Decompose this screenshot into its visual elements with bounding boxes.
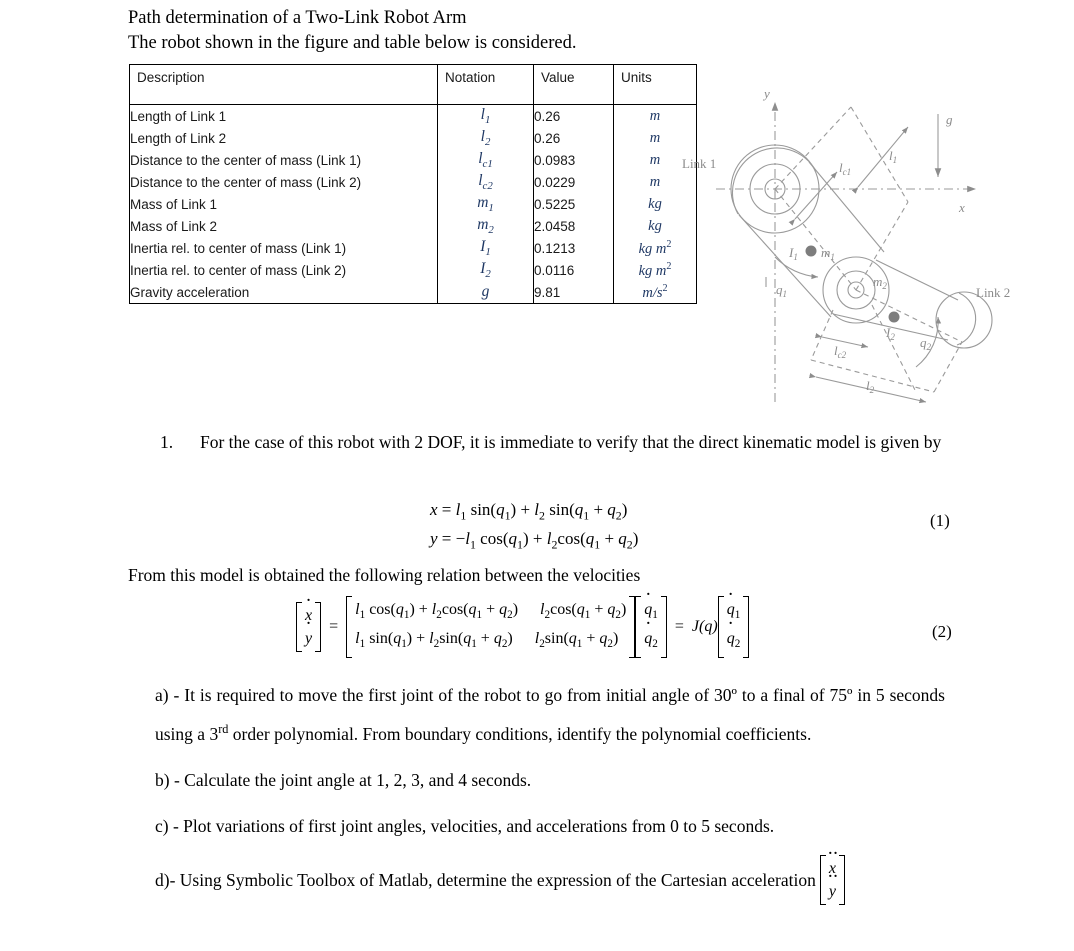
subitem-d-text: d)- Using Symbolic Toolbox of Matlab, determine the expression of the Cartesian acceleration	[155, 869, 816, 890]
cell-value: 0.0116	[534, 259, 614, 281]
cell-notation: $l_1$	[438, 105, 534, 128]
figure-label-q2: $q_2$	[920, 335, 931, 352]
cell-notation: $I_2$	[438, 259, 534, 281]
equation-2-number: (2)	[932, 622, 952, 641]
table-row	[130, 193, 697, 215]
cell-description: Length of Link 2	[130, 127, 438, 149]
subitem-d	[155, 855, 945, 905]
equation-1-number: (1)	[930, 511, 950, 530]
table-row	[130, 259, 697, 281]
cell-notation: $I_1$	[438, 237, 534, 259]
question-item-1	[160, 430, 960, 455]
equation-2	[296, 596, 749, 658]
cell-value: 0.1213	[534, 237, 614, 259]
column-header-value: Value	[534, 65, 614, 105]
cell-units: kg	[614, 215, 697, 237]
figure-label-l2: $l_2$	[866, 378, 875, 395]
cell-notation: $l_2$	[438, 127, 534, 149]
equation-1-line-1: $x = l_1$ $\sin(q_1) + l_2$ $\sin(q_1 + q_2)$	[430, 500, 628, 523]
table-row	[130, 215, 697, 237]
table-header-row	[130, 65, 697, 105]
jacobian-r2c2: $l_2\sin(q_1 + q_2)$	[534, 630, 619, 651]
jacobian-matrix	[346, 596, 635, 658]
cell-notation: $l_{c1}$	[438, 149, 534, 171]
item-1-text: For the case of this robot with 2 DOF, it is immediate to verify that the direct kinematic model is given by	[200, 432, 942, 452]
page-title: Path determination of a Two-Link Robot Arm	[128, 8, 467, 28]
cell-description: Mass of Link 1	[130, 193, 438, 215]
subitem-a-superscript: rd	[218, 722, 229, 736]
subitem-c: c) - Plot variations of first joint angles, velocities, and accelerations from 0 to 5 seconds.	[155, 815, 775, 836]
cell-value: 0.26	[534, 127, 614, 149]
table-row	[130, 237, 697, 259]
subitem-a-part1: a) - It is required to move the first joint of the robot to go from initial angle of 30º to a final of 75º in 5 seconds using a 3	[155, 685, 945, 744]
robot-arm-figure	[676, 72, 1068, 412]
velocity-relation-text: From this model is obtained the following relation between the velocities	[128, 565, 641, 585]
cell-description: Length of Link 1	[130, 105, 438, 128]
figure-label-m1: $m_1$	[821, 245, 835, 262]
figure-label-q1: $q_1$	[776, 282, 787, 299]
figure-label-link2: Link 2	[976, 285, 1011, 300]
subitem-a	[155, 678, 945, 751]
equation-1	[430, 498, 638, 557]
column-header-units: Units	[614, 65, 697, 105]
joint-velocity-vector-2: $q \cdot_1$ $q \cdot_2$	[718, 596, 750, 658]
figure-label-m2: $m_2$	[873, 274, 887, 291]
cell-units: m	[614, 127, 697, 149]
jacobian-r1c2: $l_2\cos(q_1 + q_2)$	[540, 601, 627, 622]
figure-label-lc1: $l_{c1}$	[839, 160, 852, 177]
equals-sign-1: =	[329, 618, 339, 636]
cartesian-velocity-vector: x · y ·	[296, 602, 321, 652]
cell-notation: $m_1$	[438, 193, 534, 215]
cell-value: 0.26	[534, 105, 614, 128]
column-header-notation: Notation	[438, 65, 534, 105]
cell-description: Inertia rel. to center of mass (Link 1)	[130, 237, 438, 259]
column-header-description: Description	[130, 65, 438, 105]
table-row	[130, 281, 697, 304]
cell-value: 2.0458	[534, 215, 614, 237]
cell-value: 0.0983	[534, 149, 614, 171]
parameters-table	[129, 64, 697, 304]
jacobian-symbol: J(q)	[691, 618, 718, 636]
cell-units: m	[614, 149, 697, 171]
cell-notation: $m_2$	[438, 215, 534, 237]
cell-description: Gravity acceleration	[130, 281, 438, 304]
cell-description: Distance to the center of mass (Link 1)	[130, 149, 438, 171]
equals-sign-2: =	[674, 618, 684, 636]
equation-1-line-2: $y = -l_1$ $\cos(q_1) + l_2\cos(q_1 + q_2)$	[430, 529, 639, 552]
cell-units: m	[614, 171, 697, 193]
figure-label-I2: $I_2$	[886, 325, 895, 342]
figure-label-lc2: $l_{c2}$	[834, 343, 847, 360]
cartesian-acceleration-vector: x ·· y ··	[820, 855, 845, 905]
table-row	[130, 105, 697, 128]
figure-label-gravity: g	[946, 112, 953, 127]
document-heading	[128, 6, 748, 56]
cell-units: kg $m^2$	[614, 237, 697, 259]
cell-description: Inertia rel. to center of mass (Link 2)	[130, 259, 438, 281]
figure-label-axis-y: y	[764, 86, 770, 101]
cell-units: kg	[614, 193, 697, 215]
table-row	[130, 171, 697, 193]
cell-description: Distance to the center of mass (Link 2)	[130, 171, 438, 193]
table-row	[130, 127, 697, 149]
figure-label-I1: $I_1$	[789, 245, 798, 262]
cell-description: Mass of Link 2	[130, 215, 438, 237]
cell-units: kg $m^2$	[614, 259, 697, 281]
question-subitems	[155, 678, 945, 905]
jacobian-r1c1: $l_1$ $\cos(q_1) + l_2\cos(q_1 + q_2)$	[355, 601, 519, 622]
cell-units: $m/s^2$	[614, 281, 697, 304]
cell-notation: g	[438, 281, 534, 304]
table-body	[130, 105, 697, 304]
item-1-number: 1.	[160, 432, 174, 452]
subitem-b: b) - Calculate the joint angle at 1, 2, 3, and 4 seconds.	[155, 769, 532, 790]
cell-units: m	[614, 105, 697, 128]
figure-label-axis-x: x	[959, 200, 965, 215]
joint-velocity-vector-1: $q \cdot_1$ $q \cdot_2$	[635, 596, 667, 658]
subitem-a-part2: order polynomial. From boundary conditions, identify the polynomial coefficients.	[228, 723, 812, 744]
page-subtitle: The robot shown in the figure and table below is considered.	[128, 33, 577, 53]
jacobian-r2c1: $l_1$ $\sin(q_1) + l_2\sin(q_1 + q_2)$	[355, 630, 513, 651]
cell-value: 0.5225	[534, 193, 614, 215]
table-row	[130, 149, 697, 171]
cell-notation: $l_{c2}$	[438, 171, 534, 193]
robot-arm-diagram	[676, 72, 1068, 412]
figure-label-l1: $l_1$	[889, 148, 898, 165]
figure-label-link1: Link 1	[682, 156, 717, 171]
cell-value: 9.81	[534, 281, 614, 304]
cell-value: 0.0229	[534, 171, 614, 193]
